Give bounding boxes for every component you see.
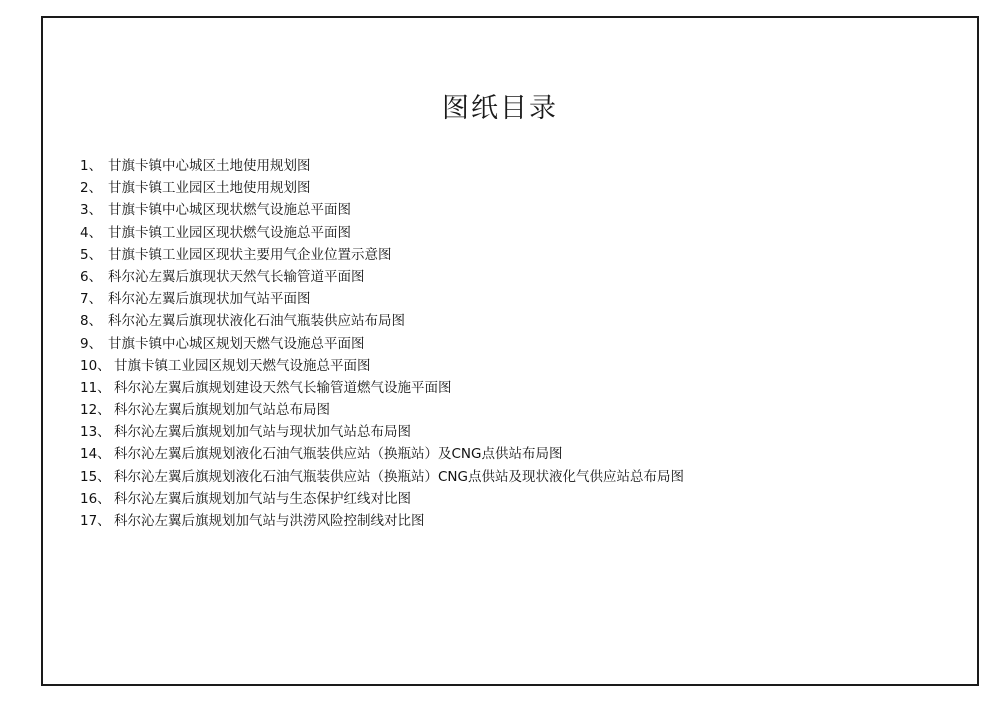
list-item	[80, 421, 684, 443]
item-number: 4、	[80, 224, 103, 241]
item-text: 甘旗卡镇中心城区现状燃气设施总平面图	[108, 202, 351, 219]
list-item	[80, 155, 684, 177]
item-text: 甘旗卡镇工业园区现状主要用气企业位置示意图	[108, 246, 392, 263]
item-number: 3、	[80, 202, 103, 219]
item-number: 16、	[80, 490, 111, 507]
page-title: 图纸目录	[442, 93, 558, 124]
item-number: 7、	[80, 291, 103, 308]
list-item	[80, 377, 684, 399]
item-text: 科尔沁左翼后旗现状加气站平面图	[108, 291, 311, 308]
item-text: 甘旗卡镇工业园区土地使用规划图	[108, 180, 311, 197]
item-number: 8、	[80, 313, 103, 330]
list-item	[80, 510, 684, 532]
item-number: 9、	[80, 335, 103, 352]
item-text: 甘旗卡镇工业园区现状燃气设施总平面图	[108, 224, 351, 241]
item-text: 科尔沁左翼后旗规划加气站总布局图	[114, 402, 330, 419]
item-text: 科尔沁左翼后旗规划加气站与现状加气站总布局图	[114, 424, 411, 441]
list-item	[80, 443, 684, 465]
item-text: 甘旗卡镇中心城区土地使用规划图	[108, 158, 311, 174]
item-number: 10、	[80, 357, 111, 374]
item-number: 2、	[80, 180, 103, 197]
list-item	[80, 222, 684, 244]
item-text: 科尔沁左翼后旗规划加气站与生态保护红线对比图	[114, 490, 411, 507]
list-item	[80, 355, 684, 377]
list-item	[80, 488, 684, 510]
list-item	[80, 466, 684, 488]
list-item	[80, 399, 684, 421]
item-number: 12、	[80, 402, 111, 419]
list-item	[80, 288, 684, 310]
item-number: 5、	[80, 246, 103, 263]
item-number: 6、	[80, 268, 103, 285]
item-number: 11、	[80, 379, 111, 396]
list-item	[80, 177, 684, 199]
item-number: 17、	[80, 513, 111, 529]
item-text: 甘旗卡镇工业园区规划天燃气设施总平面图	[114, 357, 371, 374]
item-text: 科尔沁左翼后旗现状液化石油气瓶装供应站布局图	[108, 313, 405, 330]
item-text: 科尔沁左翼后旗现状天然气长输管道平面图	[108, 268, 365, 285]
item-number: 15、	[80, 468, 111, 485]
item-number: 1、	[80, 158, 103, 174]
item-text: 甘旗卡镇中心城区规划天燃气设施总平面图	[108, 335, 365, 352]
list-item	[80, 333, 684, 355]
list-item	[80, 244, 684, 266]
list-item	[80, 199, 684, 221]
item-number: 13、	[80, 424, 111, 441]
item-number: 14、	[80, 446, 111, 463]
item-text: 科尔沁左翼后旗规划液化石油气瓶装供应站（换瓶站）及CNG点供站布局图	[114, 446, 563, 463]
item-text: 科尔沁左翼后旗规划建设天然气长输管道燃气设施平面图	[114, 379, 452, 396]
item-text: 科尔沁左翼后旗规划加气站与洪涝风险控制线对比图	[114, 513, 425, 529]
list-item	[80, 266, 684, 288]
drawing-index-list	[80, 155, 684, 532]
list-item	[80, 310, 684, 332]
item-text: 科尔沁左翼后旗规划液化石油气瓶装供应站（换瓶站）CNG点供站及现状液化气供应站总布局图	[114, 468, 684, 485]
